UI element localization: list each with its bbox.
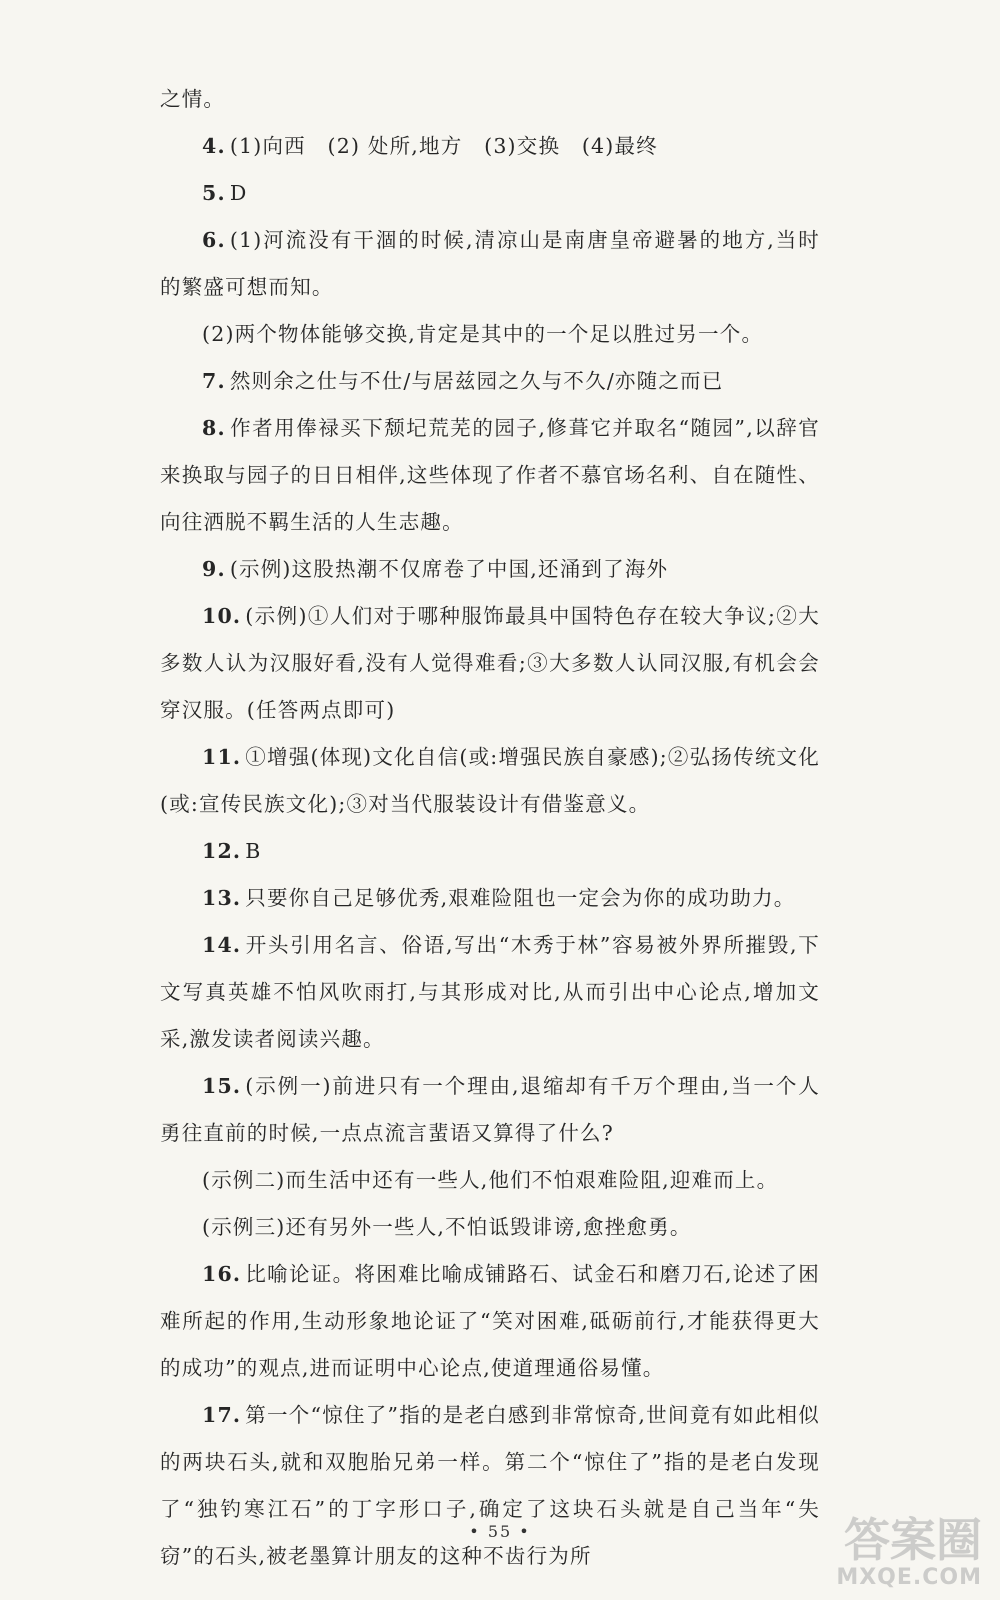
page-number: • 55 • — [469, 1522, 531, 1541]
answer-paragraph — [160, 358, 820, 405]
question-number: 13. — [202, 886, 242, 910]
answer-text: 比喻论证。将困难比喻成铺路石、试金石和磨刀石,论述了困难所起的作用,生动形象地论证了“笑对困难,砥砺前行,才能获得更大的成功”的观点,进而证明中心论点,使道理通俗易懂。 — [160, 1262, 820, 1380]
watermark-url: MXQE.COM — [836, 1565, 982, 1590]
question-number: 9. — [202, 557, 226, 581]
answer-text: 开头引用名言、俗语,写出“木秀于林”容易被外界所摧毁,下文写真英雄不怕风吹雨打,与其形成对比,从而引出中心论点,增加文采,激发读者阅读兴趣。 — [160, 933, 820, 1051]
answer-paragraph — [160, 828, 820, 875]
answer-paragraph — [160, 734, 820, 828]
answer-paragraph — [160, 922, 820, 1063]
answer-paragraph — [160, 123, 820, 170]
question-number: 10. — [202, 604, 242, 628]
watermark-logo — [772, 1514, 982, 1594]
question-number: 15. — [202, 1074, 242, 1098]
answer-paragraph — [160, 170, 820, 217]
answer-text: (1)向西 (2) 处所,地方 (3)交换 (4)最终 — [229, 134, 658, 158]
answer-text: (示例)这股热潮不仅席卷了中国,还涌到了海外 — [229, 557, 669, 581]
answer-paragraph — [160, 1063, 820, 1157]
question-number: 7. — [202, 369, 226, 393]
answer-text: 第一个“惊住了”指的是老白感到非常惊奇,世间竟有如此相似的两块石头,就和双胞胎兄弟一样。第二个“惊住了”指的是老白发现了“独钓寒江石”的丁字形口子,确定了这块石头就是自己当年“失窃”的石头,被老墨算计朋友的这种不齿行为所 — [160, 1403, 820, 1568]
answer-paragraph — [160, 1204, 820, 1251]
answer-paragraph — [160, 875, 820, 922]
answer-text: (2)两个物体能够交换,肯定是其中的一个足以胜过另一个。 — [202, 322, 764, 346]
answer-text: D — [229, 181, 248, 205]
question-number: 4. — [202, 134, 226, 158]
question-number: 6. — [202, 228, 226, 252]
answer-paragraph — [160, 1251, 820, 1392]
answer-paragraph — [160, 1157, 820, 1204]
question-number: 14. — [202, 933, 242, 957]
answer-text: B — [245, 839, 262, 863]
answer-text: (1)河流没有干涸的时候,清凉山是南唐皇帝避暑的地方,当时的繁盛可想而知。 — [160, 228, 820, 299]
question-number: 16. — [202, 1262, 242, 1286]
answer-text: 只要你自己足够优秀,艰难险阻也一定会为你的成功助力。 — [245, 886, 796, 910]
question-number: 8. — [202, 416, 226, 440]
answer-text: 之情。 — [160, 87, 226, 111]
question-number: 11. — [202, 745, 242, 769]
question-number: 17. — [202, 1403, 242, 1427]
answer-paragraph — [160, 1392, 820, 1580]
answer-text: (示例二)而生活中还有一些人,他们不怕艰难险阻,迎难而上。 — [202, 1168, 779, 1192]
answer-paragraph — [160, 311, 820, 358]
answer-paragraph — [160, 217, 820, 311]
answer-text: (示例三)还有另外一些人,不怕诋毁诽谤,愈挫愈勇。 — [202, 1215, 692, 1239]
answer-paragraph — [160, 593, 820, 734]
watermark-mark: 答案圈 — [844, 1513, 982, 1567]
answer-text: ①增强(体现)文化自信(或:增强民族自豪感);②弘扬传统文化(或:宣传民族文化);③对当代服装设计有借鉴意义。 — [160, 745, 820, 816]
answer-paragraph — [160, 546, 820, 593]
answer-text: 作者用俸禄买下颓圮荒芜的园子,修葺它并取名“随园”,以辞官来换取与园子的日日相伴,这些体现了作者不慕官场名利、自在随性、向往洒脱不羁生活的人生志趣。 — [160, 416, 820, 534]
answer-text: (示例一)前进只有一个理由,退缩却有千万个理由,当一个人勇往直前的时候,一点点流言蜚语又算得了什么? — [160, 1074, 820, 1145]
question-number: 12. — [202, 839, 242, 863]
answer-text: 然则余之仕与不仕/与居兹园之久与不久/亦随之而已 — [229, 369, 724, 393]
question-number: 5. — [202, 181, 226, 205]
answer-paragraph — [160, 405, 820, 546]
answer-text: (示例)①人们对于哪种服饰最具中国特色存在较大争议;②大多数人认为汉服好看,没有人觉得难看;③大多数人认同汉服,有机会会穿汉服。(任答两点即可) — [160, 604, 820, 722]
answer-paragraph — [160, 76, 820, 123]
answer-text-body — [160, 76, 820, 1580]
